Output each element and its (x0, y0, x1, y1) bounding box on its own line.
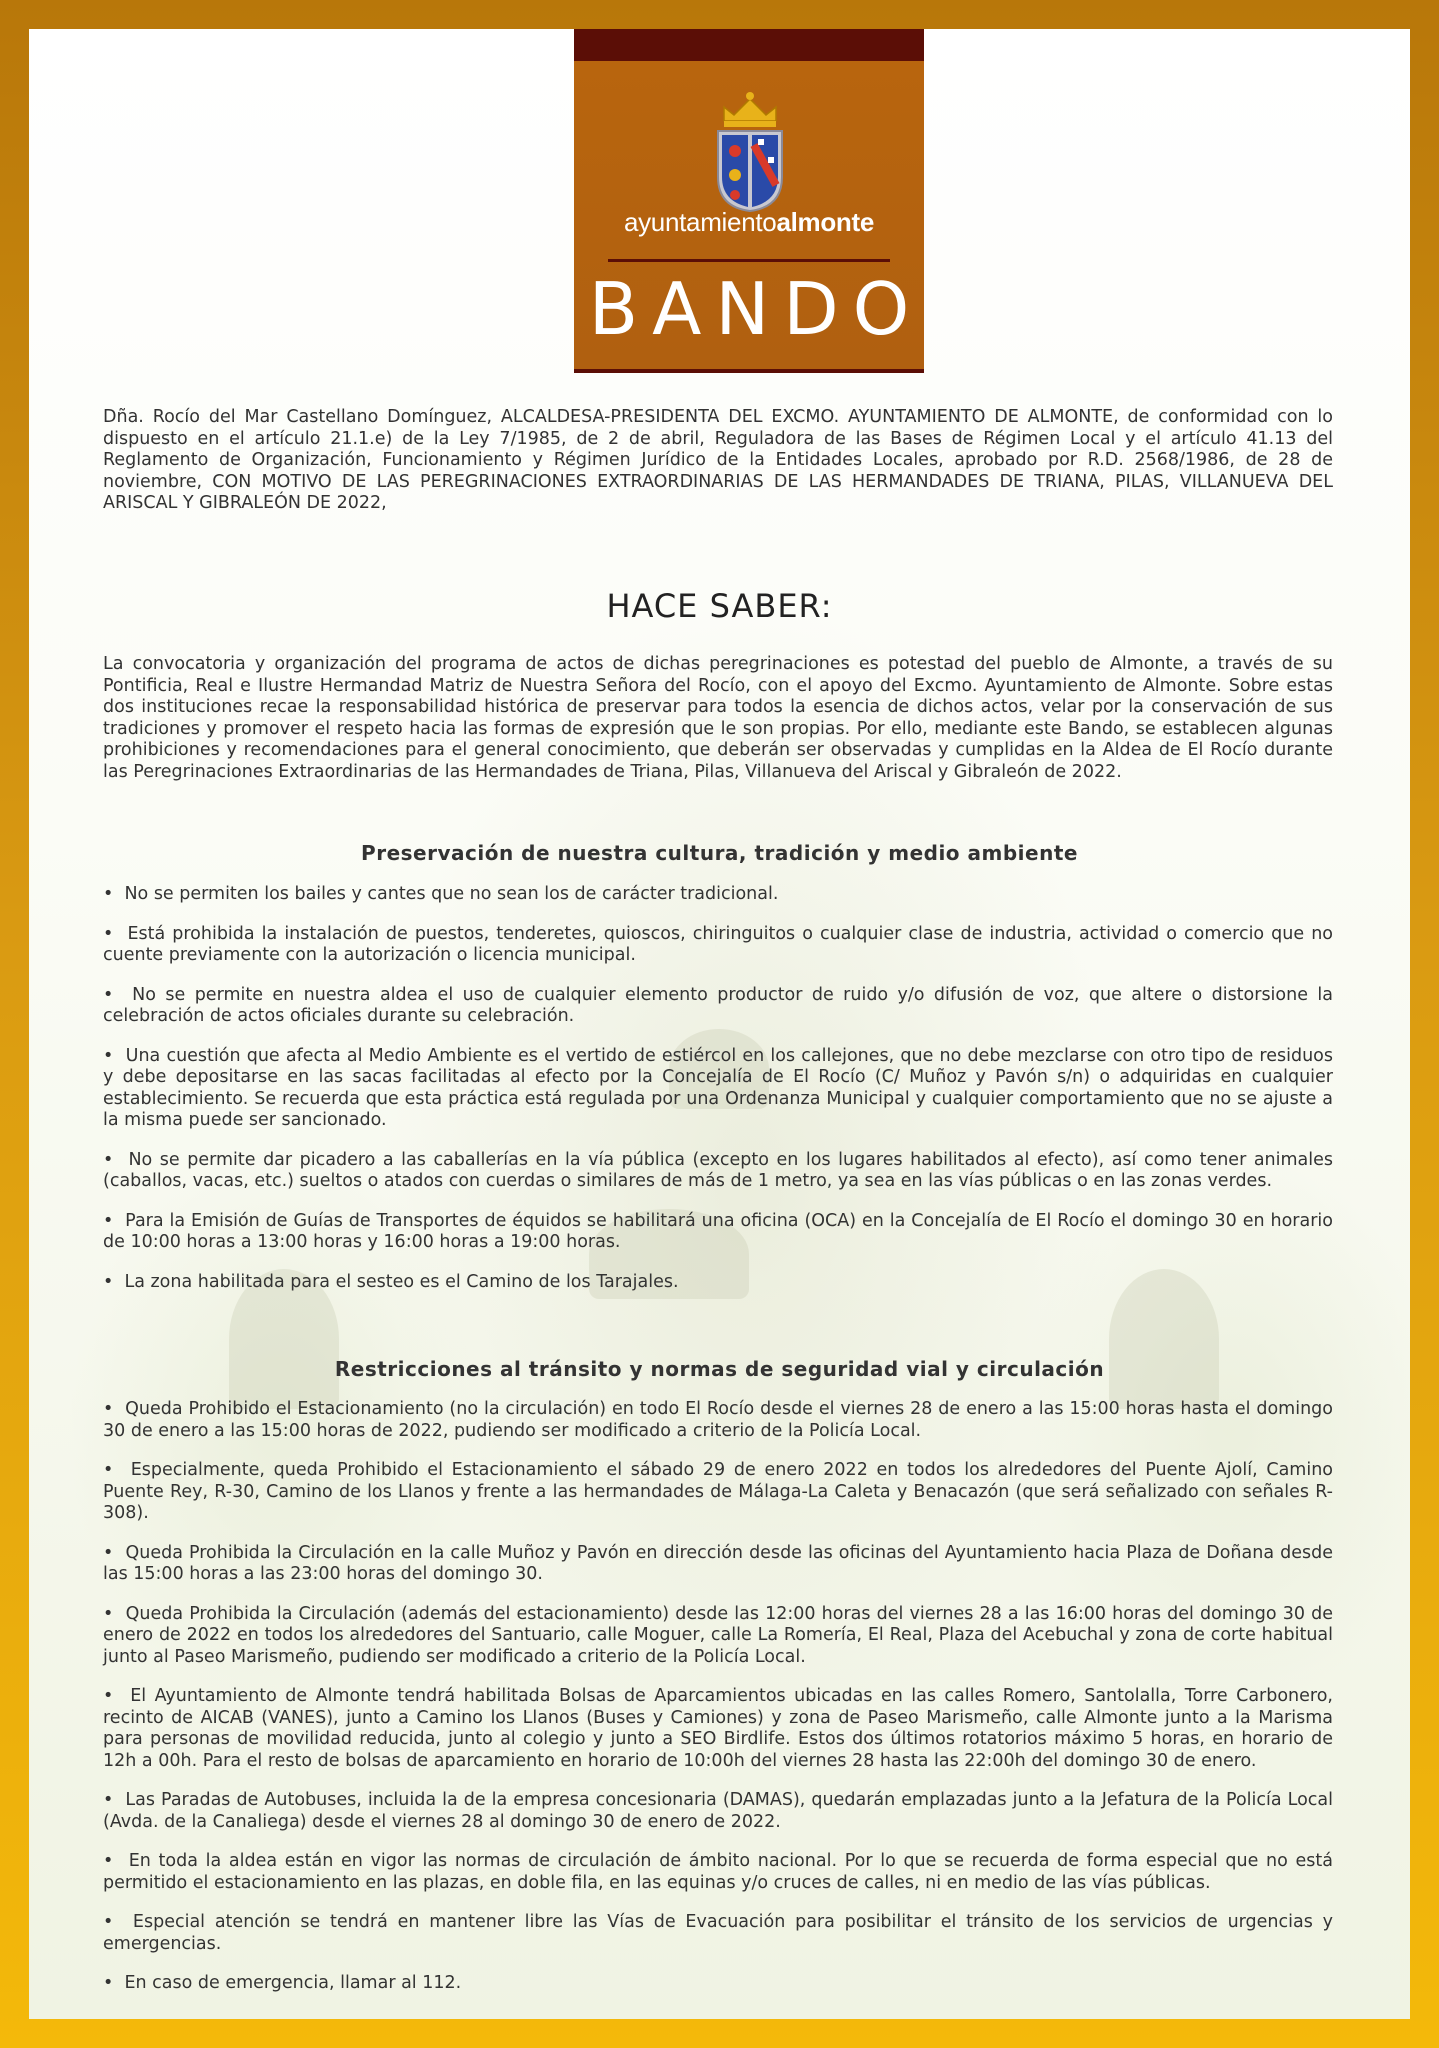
brand-wordmark: ayuntamientoalmonte (623, 207, 875, 237)
list-item: • No se permiten los bailes y cantes que no sean los de carácter tradicional. (103, 884, 1333, 906)
list-item: • Está prohibida la instalación de puestos, tenderetes, quioscos, chiringuitos o cualquier clase de industria, actividad o comercio que no cuente previamente con la autorización o licencia municipal. (103, 924, 1333, 967)
list-item: • Queda Prohibida la Circulación en la calle Muñoz y Pavón en dirección desde las oficinas del Ayuntamiento hacia Plaza de Doñana desde las 15:00 horas a las 23:00 horas del domingo 30. (103, 1543, 1333, 1586)
list-item: • En caso de emergencia, llamar al 112. (103, 1973, 1333, 1995)
list-item: • Especial atención se tendrá en mantener libre las Vías de Evacuación para posibilitar el tránsito de los servicios de urgencias y emergencias. (103, 1912, 1333, 1955)
list-item: • En toda la aldea están en vigor las normas de circulación de ámbito nacional. Por lo que se recuerda de forma especial que no está permitido el estacionamiento en las plazas, en doble fila, en las equinas y/o cruces de calles, ni en medio de las vías públicas. (103, 1851, 1333, 1894)
list-item: • La zona habilitada para el sesteo es el Camino de los Tarajales. (103, 1272, 1333, 1294)
list-item: • Especialmente, queda Prohibido el Estacionamiento el sábado 29 de enero 2022 en todos los alrededores del Puente Ajolí, Camino Puente Rey, R-30, Camino de los Llanos y frente a las hermandades de Málaga-La Caleta y Benacazón (que será señalizado con señales R-308). (103, 1460, 1333, 1525)
list-item: • No se permite en nuestra aldea el uso de cualquier elemento productor de ruido y/o difusión de voz, que altere o distorsione la celebración de actos oficiales durante su celebración. (103, 985, 1333, 1028)
coat-of-arms-icon (710, 85, 790, 215)
convocatoria-paragraph: La convocatoria y organización del programa de actos de dichas peregrinaciones es potestad del pueblo de Almonte, a través de su Pontificia, Real e Ilustre Hermandad Matriz de Nuestra Señora del Rocío, con el apoyo del Excmo. Ayuntamiento de Almonte. Sobre estas dos instituciones recae la responsabilidad histórica de preservar para todos la esencia de dichos actos, velar por la conservación de sus tradiciones y promover el respeto hacia las formas de expresión que le son propias. Por ello, mediante este Bando, se establecen algunas prohibiciones y recomendaciones para el general conocimiento, que deberán ser observadas y cumplidas en la Aldea de El Rocío durante las Peregrinaciones Extraordinarias de las Hermandades de Triana, Pilas, Villanueva del Ariscal y Gibraleón de 2022. (103, 654, 1333, 782)
document-sheet (29, 29, 1410, 2019)
section-title-cultura: Preservación de nuestra cultura, tradición y medio ambiente (361, 841, 1078, 865)
hace-saber-heading: HACE SABER: (606, 587, 833, 625)
document-title: BANDO (588, 267, 924, 351)
transito-list (103, 1399, 1333, 2013)
section-title-transito: Restricciones al tránsito y normas de seguridad vial y circulación (334, 1357, 1105, 1381)
list-item: • Una cuestión que afecta al Medio Ambiente es el vertido de estiércol en los callejones, que no debe mezclarse con otro tipo de residuos y debe depositarse en las sacas facilitadas al efecto por la Concejalía de El Rocío (C/ Muñoz y Pavón s/n) o adquiridas en cualquier establecimiento. Se recuerda que esta práctica está regulada por una Ordenanza Municipal y cualquier comportamiento que no se ajuste a la misma puede ser sancionado. (103, 1046, 1333, 1132)
cultura-list (103, 884, 1333, 1311)
list-item: • Queda Prohibida la Circulación (además del estacionamiento) desde las 12:00 horas del viernes 28 a las 16:00 horas del domingo 30 de enero de 2022 en todos los alrededores del Santuario, calle Moguer, calle La Romería, El Real, Plaza del Acebuchal y zona de corte habitual junto al Paseo Marismeño, pudiendo ser modificado a criterio de la Policía Local. (103, 1604, 1333, 1669)
brand-divider (608, 259, 890, 262)
list-item: • Las Paradas de Autobuses, incluida la de la empresa concesionaria (DAMAS), quedarán emplazadas junto a la Jefatura de la Policía Local (Avda. de la Canaliega) desde el viernes 28 al domingo 30 de enero de 2022. (103, 1790, 1333, 1833)
list-item: • No se permite dar picadero a las caballerías en la vía pública (excepto en los lugares habilitados al efecto), así como tener animales (caballos, vacas, etc.) sueltos o atados con cuerdas o similares de más de 1 metro, ya sea en las vías públicas o en las zonas verdes. (103, 1150, 1333, 1193)
intro-paragraph: Dña. Rocío del Mar Castellano Domínguez, ALCALDESA-PRESIDENTA DEL EXCMO. AYUNTAMIENTO DE ALMONTE, de conformidad con lo dispuesto en el artículo 21.1.e) de la Ley 7/1985, de 2 de abril, Reguladora de las Bases de Régimen Local y el artículo 41.13 del Reglamento de Organización, Funcionamiento y Régimen Jurídico de la Entidades Locales, aprobado por R.D. 2568/1986, de 28 de noviembre, CON MOTIVO DE LAS PEREGRINACIONES EXTRAORDINARIAS DE LAS HERMANDADES DE TRIANA, PILAS, VILLANUEVA DEL ARISCAL Y GIBRALEÓN DE 2022, (103, 407, 1333, 513)
header-panel (574, 29, 924, 373)
list-item: • Queda Prohibido el Estacionamiento (no la circulación) en todo El Rocío desde el viernes 28 de enero a las 15:00 horas hasta el domingo 30 de enero a las 15:00 horas de 2022, pudiendo ser modificado a criterio de la Policía Local. (103, 1399, 1333, 1442)
list-item: • El Ayuntamiento de Almonte tendrá habilitada Bolsas de Aparcamientos ubicadas en las calles Romero, Santolalla, Torre Carbonero, recinto de AICAB (VANES), junto a Camino los Llanos (Buses y Camiones) y zona de Paseo Marismeño, calle Almonte junto a la Marisma para personas de movilidad reducida, junto al colegio y junto a SEO Birdlife. Estos dos últimos rotatorios máximo 5 horas, en horario de 12h a 00h. Para el resto de bolsas de aparcamiento en horario de 10:00h del viernes 28 hasta las 22:00h del domingo 30 de enero. (103, 1686, 1333, 1772)
list-item: • Para la Emisión de Guías de Transportes de équidos se habilitará una oficina (OCA) en la Concejalía de El Rocío el domingo 30 en horario de 10:00 horas a 13:00 horas y 16:00 horas a 19:00 horas. (103, 1211, 1333, 1254)
